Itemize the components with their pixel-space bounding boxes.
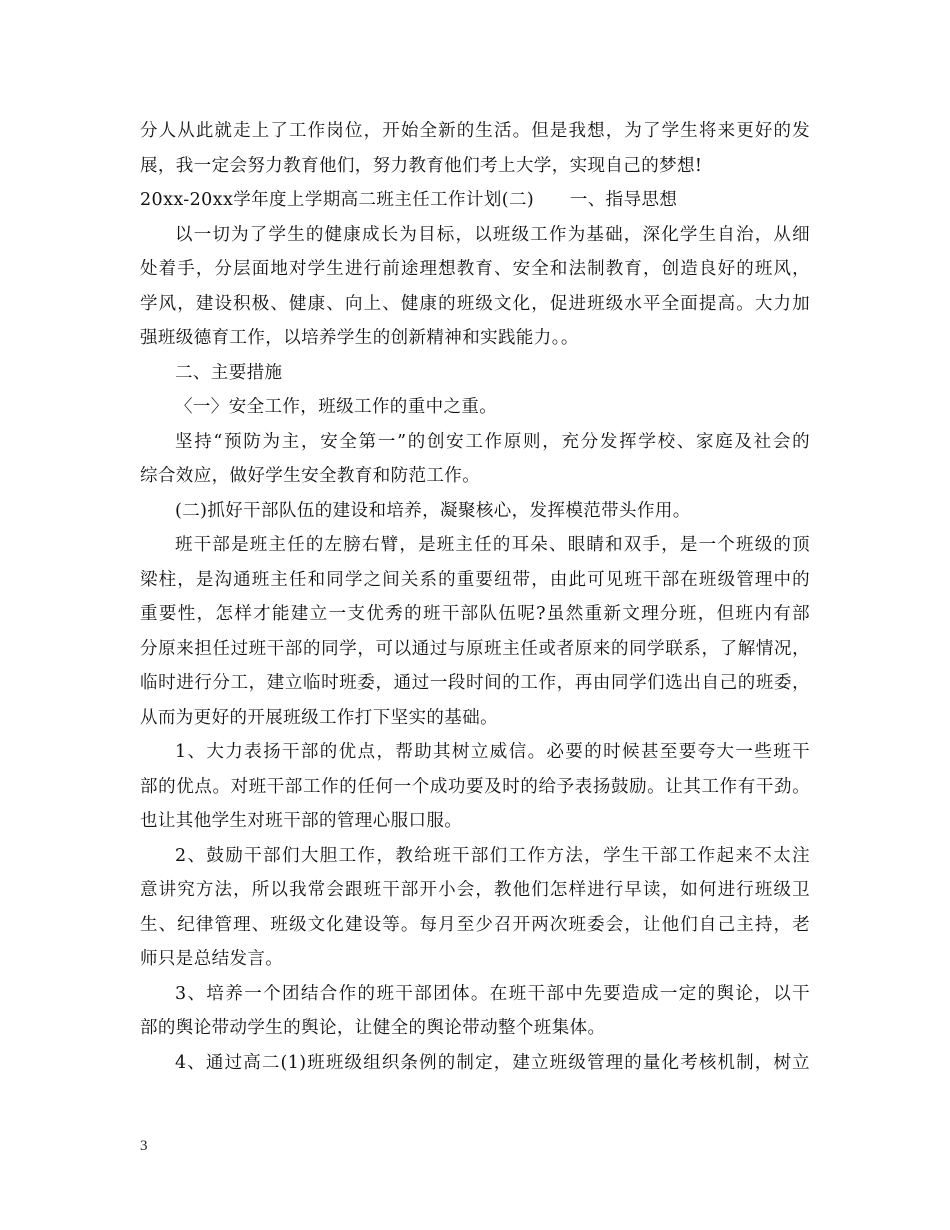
document-body [140, 114, 810, 1080]
page-number: 3 [140, 1138, 148, 1154]
text-line: 坚持“预防为主，安全第一”的创安工作原则，充分发挥学校、家庭及社会的 [175, 431, 810, 452]
text-line: 也让其他学生对班干部的管理心服口服。 [140, 811, 463, 831]
text-line: 展，我一定会努力教育他们，努力教育他们考上大学，实现自己的梦想! [140, 155, 703, 176]
text-line: 分原来担任过班干部的同学，可以通过与原班主任或者原来的同学联系，了解情况， [140, 638, 810, 659]
text-line: 20xx-20xx学年度上学期高二班主任工作计划(二) 一、指导思想 [140, 190, 678, 210]
text-line: (二)抓好干部队伍的建设和培养，凝聚核心，发挥模范带头作用。 [175, 500, 691, 521]
text-line: 生、纪律管理、班级文化建设等。每月至少召开两次班委会，让他们自己主持，老 [140, 914, 810, 935]
text-line: 4、通过高二(1)班班级组织条例的制定，建立班级管理的量化考核机制，树立 [175, 1052, 810, 1073]
text-line: 临时进行分工，建立临时班委，通过一段时间的工作，再由同学们选出自己的班委， [140, 673, 810, 693]
text-line: 部的舆论带动学生的舆论，让健全的舆论带动整个班集体。 [140, 1018, 606, 1038]
text-line: 1、大力表扬干部的优点，帮助其树立威信。必要的时候甚至要夸大一些班干 [175, 742, 810, 762]
text-line: 学风，建设积极、健康、向上、健康的班级文化，促进班级水平全面提高。大力加 [140, 293, 810, 314]
text-line: 师只是总结发言。 [140, 949, 284, 969]
text-line: 以一切为了学生的健康成长为目标，以班级工作为基础，深化学生自治，从细 [175, 224, 810, 245]
text-line: 分人从此就走上了工作岗位，开始全新的生活。但是我想，为了学生将来更好的发 [140, 121, 810, 141]
text-line: 班干部是班主任的左膀右臂，是班主任的耳朵、眼睛和双手，是一个班级的顶 [175, 535, 810, 555]
text-line: 3、培养一个团结合作的班干部团体。在班干部中先要造成一定的舆论，以干 [175, 983, 810, 1004]
text-line: 综合效应，做好学生安全教育和防范工作。 [140, 466, 481, 486]
text-line: 2、鼓励干部们大胆工作，教给班干部们工作方法，学生干部工作起来不太注 [175, 845, 810, 866]
text-line: 重要性，怎样才能建立一支优秀的班干部队伍呢?虽然重新文理分班，但班内有部 [140, 604, 810, 624]
text-line: 意讲究方法，所以我常会跟班干部开小会，教他们怎样进行早读，如何进行班级卫 [140, 880, 810, 900]
text-line: 从而为更好的开展班级工作打下坚实的基础。 [140, 707, 498, 728]
text-line: 梁柱，是沟通班主任和同学之间关系的重要纽带，由此可见班干部在班级管理中的 [140, 569, 810, 590]
text-line: 〈一〉安全工作，班级工作的重中之重。 [175, 397, 498, 417]
text-line: 部的优点。对班干部工作的任何一个成功要及时的给予表扬鼓励。让其工作有干劲。 [140, 776, 810, 797]
section-heading: 二、主要措施 [175, 362, 283, 383]
text-line: 强班级德育工作，以培养学生的创新精神和实践能力。。 [140, 328, 579, 348]
text-line: 处着手，分层面地对学生进行前途理想教育、安全和法制教育，创造良好的班风， [140, 259, 810, 279]
